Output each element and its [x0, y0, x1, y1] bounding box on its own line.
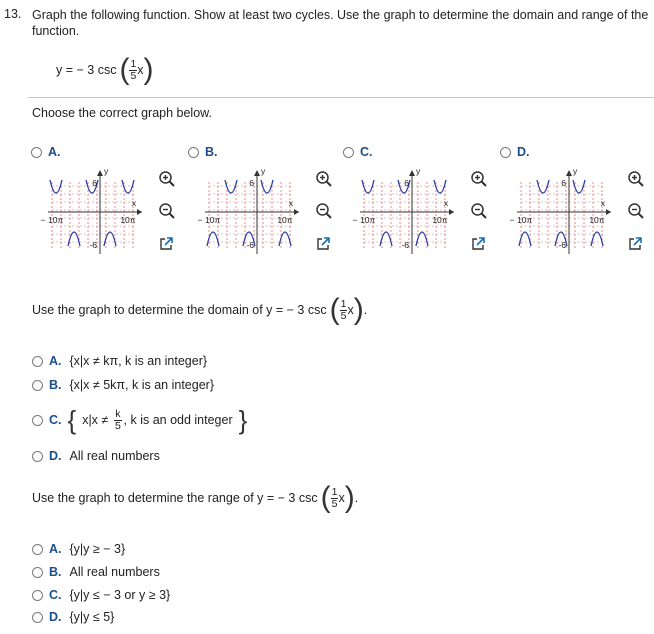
zoom-out-icon[interactable]	[627, 202, 645, 220]
graph-thumbnail[interactable]	[187, 162, 307, 262]
tick-label-left: − 10π	[40, 215, 64, 225]
equation-fraction: $\frac{1}{5}$	[130, 57, 137, 82]
radio-button[interactable]	[32, 380, 43, 391]
expand-icon[interactable]	[627, 236, 643, 252]
function-equation: y = − 3 csc ( $\frac{1}{5}$ x )	[56, 53, 154, 86]
zoom-in-icon[interactable]	[627, 170, 645, 188]
zoom-in-icon[interactable]	[158, 170, 176, 188]
tick-label-top: 6	[561, 178, 566, 188]
zoom-in-icon[interactable]	[470, 170, 488, 188]
y-axis-label: y	[416, 166, 421, 176]
tick-label-right: 10π	[277, 215, 293, 225]
tick-label-bottom: -6	[401, 240, 409, 250]
range-prompt: Use the graph to determine the range of y = − 3 csc ( $\frac{1}{5}$ x ) .	[32, 481, 359, 514]
y-axis-arrow	[97, 170, 103, 176]
graph-option-b[interactable]: B.	[188, 145, 218, 159]
graph-thumbnail[interactable]	[30, 162, 150, 262]
y-axis-label: y	[573, 166, 578, 176]
tick-label-right: 10π	[120, 215, 136, 225]
question-text: Graph the following function. Show at least two cycles. Use the graph to determine the domain and range of the function.	[32, 8, 649, 38]
range-option-b[interactable]: B. All real numbers	[32, 565, 160, 579]
tick-label-right: 10π	[432, 215, 448, 225]
tick-label-top: 6	[249, 178, 254, 188]
radio-button[interactable]	[32, 356, 43, 367]
tick-label-top: 6	[92, 178, 97, 188]
x-axis-label: x	[288, 198, 294, 208]
expand-icon[interactable]	[470, 236, 486, 252]
tick-label-bottom: -6	[558, 240, 566, 250]
zoom-in-icon[interactable]	[315, 170, 333, 188]
y-axis-arrow	[409, 170, 415, 176]
x-axis-label: x	[600, 198, 606, 208]
y-axis-label: y	[261, 166, 266, 176]
choose-graph-prompt: Choose the correct graph below.	[32, 106, 212, 120]
x-axis-arrow	[449, 209, 454, 215]
radio-button[interactable]	[32, 612, 43, 623]
domain-option-d[interactable]: D. All real numbers	[32, 449, 160, 463]
domain-option-c[interactable]: C. { x|x ≠ $\frac{k}{5}$ , k is an odd integer }	[32, 405, 247, 435]
tick-label-left: − 10π	[352, 215, 376, 225]
radio-button[interactable]	[188, 147, 199, 158]
radio-button[interactable]	[32, 415, 43, 426]
radio-button[interactable]	[32, 567, 43, 578]
expand-icon[interactable]	[315, 236, 331, 252]
graph-option-c[interactable]: C.	[343, 145, 373, 159]
x-axis-arrow	[294, 209, 299, 215]
radio-button[interactable]	[343, 147, 354, 158]
range-option-a[interactable]: A. {y|y ≥ − 3}	[32, 542, 125, 556]
graph-option-d[interactable]: D.	[500, 145, 530, 159]
domain-option-a[interactable]: A. {x|x ≠ kπ, k is an integer}	[32, 354, 207, 368]
graph-option-a[interactable]: A.	[31, 145, 61, 159]
tick-label-bottom: -6	[89, 240, 97, 250]
y-axis-arrow	[566, 170, 572, 176]
question-number: 13.	[4, 7, 22, 21]
radio-button[interactable]	[32, 544, 43, 555]
y-axis-label: y	[104, 166, 109, 176]
x-axis-arrow	[137, 209, 142, 215]
radio-button[interactable]	[32, 590, 43, 601]
x-axis-label: x	[443, 198, 449, 208]
expand-icon[interactable]	[158, 236, 174, 252]
tick-label-bottom: -6	[246, 240, 254, 250]
tick-label-left: − 10π	[509, 215, 533, 225]
x-axis-label: x	[131, 198, 137, 208]
radio-button[interactable]	[500, 147, 511, 158]
equation-variable: x	[137, 63, 144, 77]
tick-label-right: 10π	[589, 215, 605, 225]
graph-thumbnail[interactable]	[342, 162, 462, 262]
x-axis-arrow	[606, 209, 611, 215]
range-option-d[interactable]: D. {y|y ≤ 5}	[32, 610, 114, 624]
section-divider	[28, 97, 654, 98]
zoom-out-icon[interactable]	[470, 202, 488, 220]
y-axis-arrow	[254, 170, 260, 176]
radio-button[interactable]	[32, 451, 43, 462]
zoom-out-icon[interactable]	[158, 202, 176, 220]
zoom-out-icon[interactable]	[315, 202, 333, 220]
graph-thumbnail[interactable]	[499, 162, 619, 262]
radio-button[interactable]	[31, 147, 42, 158]
equation-lhs: y = − 3 csc	[56, 63, 117, 77]
tick-label-top: 6	[404, 178, 409, 188]
domain-prompt: Use the graph to determine the domain of y = − 3 csc ( $\frac{1}{5}$ x ) .	[32, 293, 368, 326]
domain-option-b[interactable]: B. {x|x ≠ 5kπ, k is an integer}	[32, 378, 214, 392]
range-option-c[interactable]: C. {y|y ≤ − 3 or y ≥ 3}	[32, 588, 170, 602]
tick-label-left: − 10π	[197, 215, 221, 225]
